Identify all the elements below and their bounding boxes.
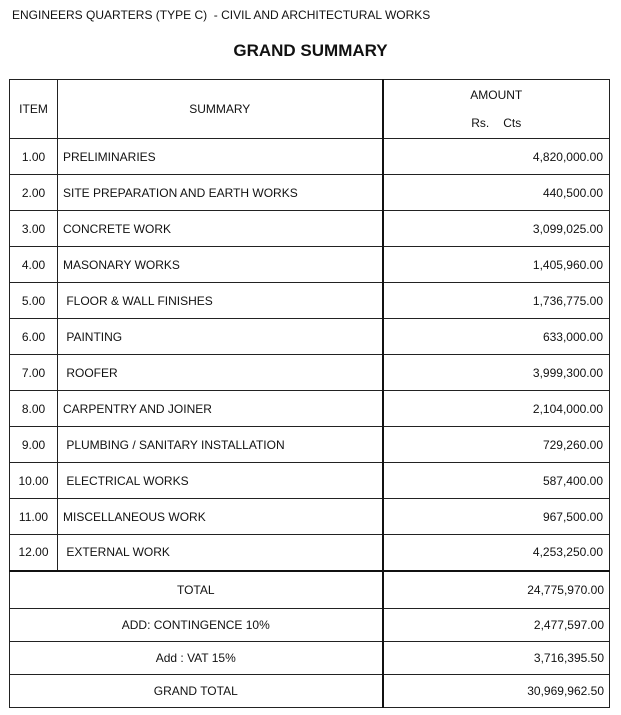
table-row <box>10 391 610 427</box>
vat-row <box>10 642 610 675</box>
item-number: 4.00 <box>10 247 58 283</box>
item-number: 12.00 <box>10 535 58 571</box>
table-row <box>10 463 610 499</box>
item-number: 3.00 <box>10 211 58 247</box>
item-amount: 967,500.00 <box>383 499 610 535</box>
item-amount: 4,820,000.00 <box>383 139 610 175</box>
item-description: ELECTRICAL WORKS <box>58 463 383 499</box>
item-number: 10.00 <box>10 463 58 499</box>
table-header-row <box>10 80 610 139</box>
grand-total-amount: 30,969,962.50 <box>383 675 610 708</box>
item-description: PRELIMINARIES <box>58 139 383 175</box>
total-row <box>10 571 610 609</box>
item-number: 2.00 <box>10 175 58 211</box>
total-label: TOTAL <box>10 571 383 609</box>
currency-rs-label: Rs. <box>471 116 490 130</box>
contingence-row <box>10 609 610 642</box>
item-description: MASONARY WORKS <box>58 247 383 283</box>
item-amount: 4,253,250.00 <box>383 535 610 571</box>
item-description: PLUMBING / SANITARY INSTALLATION <box>58 427 383 463</box>
table-row <box>10 139 610 175</box>
amount-header-label: AMOUNT <box>470 88 523 102</box>
item-description: CONCRETE WORK <box>58 211 383 247</box>
grand-summary-table <box>9 79 610 708</box>
grand-total-label: GRAND TOTAL <box>10 675 383 708</box>
item-amount: 3,999,300.00 <box>383 355 610 391</box>
table-row <box>10 355 610 391</box>
item-number: 1.00 <box>10 139 58 175</box>
item-column-header: ITEM <box>10 80 58 139</box>
table-row <box>10 535 610 571</box>
item-number: 5.00 <box>10 283 58 319</box>
table-row <box>10 427 610 463</box>
summary-column-header: SUMMARY <box>58 80 383 139</box>
contingence-amount: 2,477,597.00 <box>383 609 610 642</box>
currency-header <box>389 116 605 130</box>
item-number: 7.00 <box>10 355 58 391</box>
table-row <box>10 283 610 319</box>
item-description: CARPENTRY AND JOINER <box>58 391 383 427</box>
item-description: MISCELLANEOUS WORK <box>58 499 383 535</box>
table-row <box>10 247 610 283</box>
item-amount: 587,400.00 <box>383 463 610 499</box>
table-row <box>10 499 610 535</box>
item-amount: 440,500.00 <box>383 175 610 211</box>
item-number: 9.00 <box>10 427 58 463</box>
item-description: ROOFER <box>58 355 383 391</box>
table-row <box>10 175 610 211</box>
item-number: 8.00 <box>10 391 58 427</box>
item-description: FLOOR & WALL FINISHES <box>58 283 383 319</box>
document-header: ENGINEERS QUARTERS (TYPE C) - CIVIL AND ARCHITECTURAL WORKS <box>12 8 431 22</box>
contingence-label: ADD: CONTINGENCE 10% <box>10 609 383 642</box>
item-number: 11.00 <box>10 499 58 535</box>
item-description: SITE PREPARATION AND EARTH WORKS <box>58 175 383 211</box>
item-number: 6.00 <box>10 319 58 355</box>
vat-label: Add : VAT 15% <box>10 642 383 675</box>
amount-column-header <box>383 80 610 139</box>
vat-amount: 3,716,395.50 <box>383 642 610 675</box>
table-row <box>10 211 610 247</box>
item-amount: 3,099,025.00 <box>383 211 610 247</box>
total-amount: 24,775,970.00 <box>383 571 610 609</box>
grand-total-row <box>10 675 610 708</box>
item-description: PAINTING <box>58 319 383 355</box>
item-amount: 633,000.00 <box>383 319 610 355</box>
item-amount: 2,104,000.00 <box>383 391 610 427</box>
item-amount: 729,260.00 <box>383 427 610 463</box>
document-title: GRAND SUMMARY <box>233 41 388 60</box>
item-description: EXTERNAL WORK <box>58 535 383 571</box>
table-row <box>10 319 610 355</box>
item-amount: 1,405,960.00 <box>383 247 610 283</box>
item-amount: 1,736,775.00 <box>383 283 610 319</box>
currency-cts-label: Cts <box>503 116 522 130</box>
